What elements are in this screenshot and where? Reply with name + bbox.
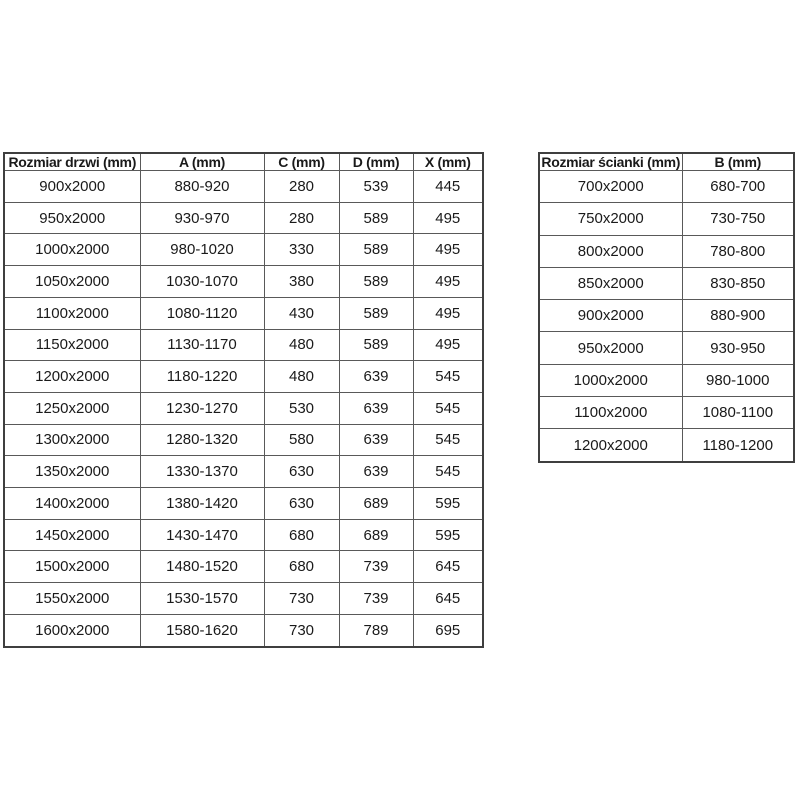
- table-cell: 545: [413, 392, 483, 424]
- table-cell: 480: [264, 361, 339, 393]
- table-cell: 630: [264, 456, 339, 488]
- table-row: [4, 583, 483, 615]
- table-cell: 580: [264, 424, 339, 456]
- column-header: X (mm): [413, 153, 483, 171]
- table-cell: 1130-1170: [140, 329, 264, 361]
- table-cell: 539: [339, 171, 413, 203]
- table-cell: 750x2000: [539, 203, 682, 235]
- table-cell: 950x2000: [4, 202, 140, 234]
- table-cell: 330: [264, 234, 339, 266]
- table-cell: 1500x2000: [4, 551, 140, 583]
- table-row: [4, 266, 483, 298]
- table-row: [4, 424, 483, 456]
- table-row: [539, 203, 794, 235]
- table-cell: 739: [339, 551, 413, 583]
- table-cell: 1330-1370: [140, 456, 264, 488]
- table-cell: 900x2000: [539, 300, 682, 332]
- table-cell: 930-950: [682, 332, 794, 364]
- table-cell: 589: [339, 297, 413, 329]
- table-cell: 430: [264, 297, 339, 329]
- table-cell: 1200x2000: [539, 429, 682, 462]
- table-cell: 1180-1200: [682, 429, 794, 462]
- table-cell: 639: [339, 424, 413, 456]
- table-cell: 880-920: [140, 171, 264, 203]
- table-cell: 1350x2000: [4, 456, 140, 488]
- table-cell: 495: [413, 329, 483, 361]
- table-cell: 900x2000: [4, 171, 140, 203]
- table-cell: 980-1020: [140, 234, 264, 266]
- table-header-row: [4, 153, 483, 171]
- table-row: [539, 364, 794, 396]
- table-cell: 1000x2000: [4, 234, 140, 266]
- table-cell: 1550x2000: [4, 583, 140, 615]
- table-cell: 545: [413, 424, 483, 456]
- table-cell: 1450x2000: [4, 519, 140, 551]
- table-cell: 1100x2000: [4, 297, 140, 329]
- table-cell: 545: [413, 361, 483, 393]
- table-cell: 545: [413, 456, 483, 488]
- table-cell: 1400x2000: [4, 488, 140, 520]
- table-cell: 595: [413, 488, 483, 520]
- table-cell: 739: [339, 583, 413, 615]
- table-cell: 689: [339, 519, 413, 551]
- table-row: [4, 361, 483, 393]
- table-row: [4, 329, 483, 361]
- table-cell: 850x2000: [539, 267, 682, 299]
- table-cell: 1580-1620: [140, 614, 264, 647]
- table-row: [4, 614, 483, 647]
- table-row: [539, 396, 794, 428]
- table-cell: 730: [264, 614, 339, 647]
- table-cell: 589: [339, 234, 413, 266]
- table-cell: 1280-1320: [140, 424, 264, 456]
- table-cell: 830-850: [682, 267, 794, 299]
- table-row: [4, 519, 483, 551]
- table-row: [4, 202, 483, 234]
- table-cell: 589: [339, 202, 413, 234]
- table-cell: 730: [264, 583, 339, 615]
- column-header: D (mm): [339, 153, 413, 171]
- table-cell: 639: [339, 361, 413, 393]
- table-cell: 689: [339, 488, 413, 520]
- table-cell: 1100x2000: [539, 396, 682, 428]
- table-cell: 480: [264, 329, 339, 361]
- column-header: B (mm): [682, 153, 794, 171]
- table-cell: 380: [264, 266, 339, 298]
- table-row: [539, 332, 794, 364]
- table-cell: 1380-1420: [140, 488, 264, 520]
- table-cell: 589: [339, 329, 413, 361]
- table-cell: 1150x2000: [4, 329, 140, 361]
- table-cell: 495: [413, 297, 483, 329]
- table-row: [4, 234, 483, 266]
- table-row: [539, 235, 794, 267]
- table-cell: 680: [264, 519, 339, 551]
- table-cell: 280: [264, 202, 339, 234]
- table-row: [4, 456, 483, 488]
- table-cell: 495: [413, 202, 483, 234]
- table-cell: 950x2000: [539, 332, 682, 364]
- table-cell: 639: [339, 456, 413, 488]
- table-cell: 1600x2000: [4, 614, 140, 647]
- table-cell: 1180-1220: [140, 361, 264, 393]
- table-cell: 1300x2000: [4, 424, 140, 456]
- table-row: [539, 267, 794, 299]
- table-cell: 1230-1270: [140, 392, 264, 424]
- table-cell: 645: [413, 551, 483, 583]
- table-cell: 589: [339, 266, 413, 298]
- table-cell: 1200x2000: [4, 361, 140, 393]
- table-cell: 1080-1100: [682, 396, 794, 428]
- table-cell: 800x2000: [539, 235, 682, 267]
- table-cell: 595: [413, 519, 483, 551]
- column-header: C (mm): [264, 153, 339, 171]
- table-cell: 695: [413, 614, 483, 647]
- table-cell: 930-970: [140, 202, 264, 234]
- table-row: [539, 171, 794, 203]
- table-cell: 630: [264, 488, 339, 520]
- table-header-row: [539, 153, 794, 171]
- table-row: [4, 171, 483, 203]
- table-cell: 1000x2000: [539, 364, 682, 396]
- table-cell: 780-800: [682, 235, 794, 267]
- table-cell: 730-750: [682, 203, 794, 235]
- table-cell: 495: [413, 234, 483, 266]
- table-cell: 1250x2000: [4, 392, 140, 424]
- table-cell: 530: [264, 392, 339, 424]
- table-cell: 1480-1520: [140, 551, 264, 583]
- table-cell: 680-700: [682, 171, 794, 203]
- table-cell: 639: [339, 392, 413, 424]
- table-cell: 880-900: [682, 300, 794, 332]
- table-row: [4, 551, 483, 583]
- table-cell: 495: [413, 266, 483, 298]
- table-cell: 1080-1120: [140, 297, 264, 329]
- table-row: [4, 488, 483, 520]
- table-cell: 1530-1570: [140, 583, 264, 615]
- table-cell: 680: [264, 551, 339, 583]
- table-cell: 1050x2000: [4, 266, 140, 298]
- table-cell: 445: [413, 171, 483, 203]
- table-cell: 700x2000: [539, 171, 682, 203]
- table-row: [4, 392, 483, 424]
- table-cell: 645: [413, 583, 483, 615]
- table-row: [4, 297, 483, 329]
- table-cell: 789: [339, 614, 413, 647]
- column-header: A (mm): [140, 153, 264, 171]
- table-cell: 980-1000: [682, 364, 794, 396]
- door-sizes-spec-table: [3, 152, 484, 648]
- table-row: [539, 429, 794, 462]
- table-row: [539, 300, 794, 332]
- column-header: Rozmiar ścianki (mm): [539, 153, 682, 171]
- wall-sizes-spec-table: [538, 152, 795, 463]
- table-cell: 1030-1070: [140, 266, 264, 298]
- column-header: Rozmiar drzwi (mm): [4, 153, 140, 171]
- table-cell: 1430-1470: [140, 519, 264, 551]
- table-cell: 280: [264, 171, 339, 203]
